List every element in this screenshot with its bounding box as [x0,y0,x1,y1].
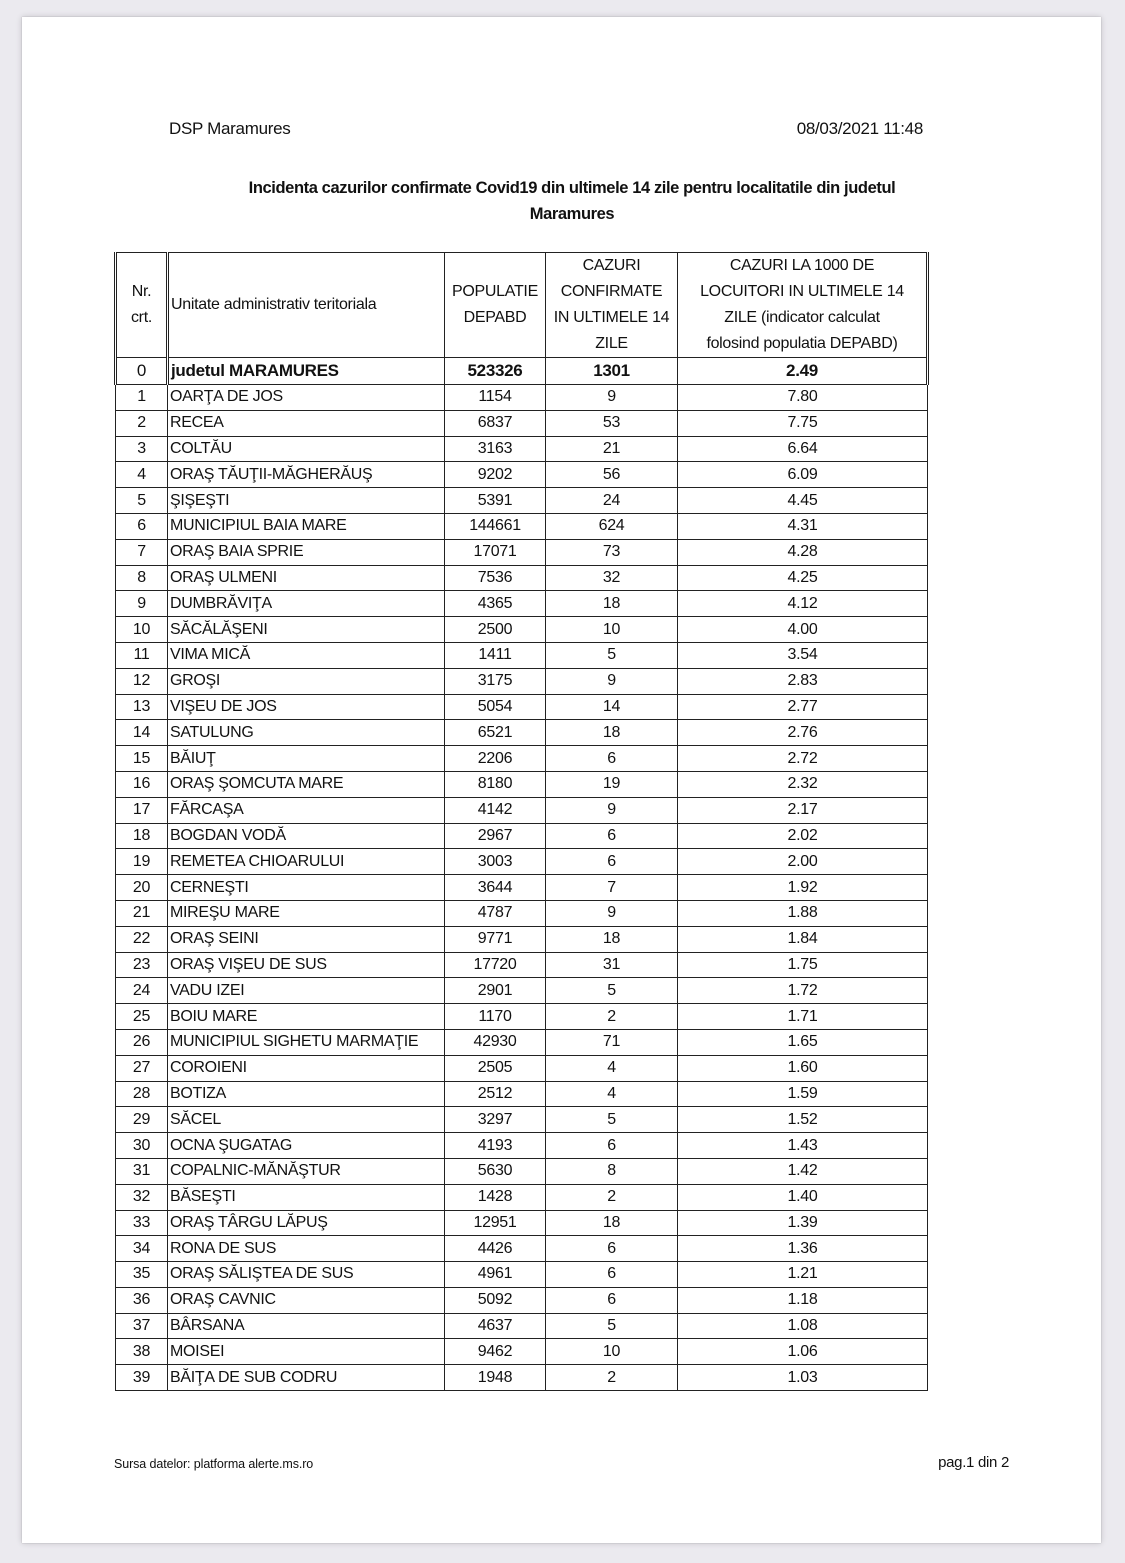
row-nr: 27 [116,1055,168,1081]
row-unit: ŞIŞEŞTI [168,488,445,514]
row-cases: 9 [546,668,678,694]
table-row [116,513,928,539]
row-population: 144661 [445,513,546,539]
row-population: 6521 [445,720,546,746]
table-row [116,1313,928,1339]
row-unit: VIMA MICĂ [168,642,445,668]
row-cases: 19 [546,771,678,797]
title-line-1: Incidenta cazurilor confirmate Covid19 din ultimele 14 zile pentru localitatile din judetul [248,179,896,197]
row-nr: 21 [116,900,168,926]
row-nr: 35 [116,1262,168,1288]
table-row [116,746,928,772]
table-row [116,1133,928,1159]
row-rate: 1.40 [678,1184,928,1210]
row-nr: 3 [116,436,168,462]
table-row [116,900,928,926]
row-population: 1948 [445,1365,546,1391]
row-unit: BĂIUŢ [168,746,445,772]
col-header-population [445,253,546,358]
row-population: 1170 [445,1004,546,1030]
row-cases: 9 [546,900,678,926]
row-rate: 4.31 [678,513,928,539]
row-cases: 6 [546,1133,678,1159]
row-unit: MOISEI [168,1339,445,1365]
table-row [116,797,928,823]
table-row [116,1004,928,1030]
row-population: 2500 [445,617,546,643]
row-nr: 19 [116,849,168,875]
row-rate: 2.77 [678,694,928,720]
col-header-cases-line: IN ULTIMELE 14 [553,309,670,326]
table-row [116,565,928,591]
row-nr: 12 [116,668,168,694]
row-nr: 23 [116,952,168,978]
row-nr: 38 [116,1339,168,1365]
row-cases: 18 [546,591,678,617]
row-cases: 5 [546,642,678,668]
row-nr: 20 [116,875,168,901]
organization-name: DSP Maramures [169,119,291,138]
col-header-population-line: DEPABD [463,309,527,326]
row-population: 17720 [445,952,546,978]
table-row [116,410,928,436]
row-unit: RECEA [168,410,445,436]
row-nr: 32 [116,1184,168,1210]
row-unit: RONA DE SUS [168,1236,445,1262]
table-row [116,1029,928,1055]
row-nr: 22 [116,926,168,952]
row-cases: 14 [546,694,678,720]
row-population: 4365 [445,591,546,617]
row-unit: MUNICIPIUL BAIA MARE [168,513,445,539]
data-source-note: Sursa datelor: platforma alerte.ms.ro [114,1457,314,1471]
table-row [116,462,928,488]
row-unit: ORAŞ SEINI [168,926,445,952]
col-header-rate-line: ZILE (indicator calculat [724,309,880,326]
row-population: 4961 [445,1262,546,1288]
row-rate: 7.80 [678,385,928,411]
row-unit: ORAŞ TÂRGU LĂPUŞ [168,1210,445,1236]
col-header-unit: Unitate administrativ teritoriala [168,253,445,358]
row-cases: 9 [546,797,678,823]
row-cases: 73 [546,539,678,565]
row-unit: REMETEA CHIOARULUI [168,849,445,875]
row-unit: SĂCEL [168,1107,445,1133]
row-cases: 56 [546,462,678,488]
row-rate: 1.84 [678,926,928,952]
row-nr: 9 [116,591,168,617]
table-row [116,385,928,411]
row-cases: 6 [546,1287,678,1313]
row-population: 4142 [445,797,546,823]
row-cases: 10 [546,1339,678,1365]
row-cases: 71 [546,1029,678,1055]
row-nr: 18 [116,823,168,849]
row-population: 9462 [445,1339,546,1365]
table-row [116,849,928,875]
row-rate: 2.17 [678,797,928,823]
row-population: 3163 [445,436,546,462]
col-header-nr-line: Nr. [131,283,152,300]
row-population: 1154 [445,385,546,411]
row-rate: 2.02 [678,823,928,849]
row-cases: 10 [546,617,678,643]
table-row [116,436,928,462]
row-unit: ORAŞ VIŞEU DE SUS [168,952,445,978]
incidence-table [114,252,929,1391]
row-population: 6837 [445,410,546,436]
table-row [116,720,928,746]
row-nr: 24 [116,978,168,1004]
row-rate: 1.08 [678,1313,928,1339]
table-row [116,642,928,668]
row-rate: 3.54 [678,642,928,668]
row-nr: 34 [116,1236,168,1262]
row-cases: 4 [546,1081,678,1107]
row-unit: ORAŞ BAIA SPRIE [168,539,445,565]
row-nr: 28 [116,1081,168,1107]
col-header-nr-line: crt. [130,309,153,326]
row-rate: 1.03 [678,1365,928,1391]
row-cases: 6 [546,746,678,772]
row-rate: 2.83 [678,668,928,694]
row-nr: 17 [116,797,168,823]
row-population: 1411 [445,642,546,668]
row-rate: 1.71 [678,1004,928,1030]
table-row [116,1081,928,1107]
row-rate: 1.92 [678,875,928,901]
row-rate: 1.06 [678,1339,928,1365]
row-nr: 10 [116,617,168,643]
row-nr: 26 [116,1029,168,1055]
table-row [116,539,928,565]
row-rate: 1.65 [678,1029,928,1055]
row-unit: OCNA ŞUGATAG [168,1133,445,1159]
row-unit: COROIENI [168,1055,445,1081]
row-population: 1428 [445,1184,546,1210]
row-nr: 6 [116,513,168,539]
col-header-cases-line: CONFIRMATE [560,283,663,300]
table-row [116,1184,928,1210]
row-cases: 18 [546,926,678,952]
row-unit: BĂSEŞTI [168,1184,445,1210]
row-unit: SATULUNG [168,720,445,746]
row-nr: 14 [116,720,168,746]
row-population: 42930 [445,1029,546,1055]
title-line-2: Maramures [529,205,615,223]
table-row [116,1107,928,1133]
table-row [116,978,928,1004]
table-row [116,1365,928,1391]
col-header-nr [116,253,168,358]
row-population: 5630 [445,1158,546,1184]
row-cases: 6 [546,1236,678,1262]
row-rate: 1.36 [678,1236,928,1262]
row-population: 12951 [445,1210,546,1236]
row-cases: 18 [546,720,678,746]
row-rate: 1.43 [678,1133,928,1159]
row-rate: 1.60 [678,1055,928,1081]
total-nr: 0 [116,358,168,385]
table-row [116,617,928,643]
row-unit: MIREŞU MARE [168,900,445,926]
row-population: 4426 [445,1236,546,1262]
row-rate: 7.75 [678,410,928,436]
row-unit: SĂCĂLĂŞENI [168,617,445,643]
row-cases: 624 [546,513,678,539]
row-rate: 6.09 [678,462,928,488]
row-rate: 1.75 [678,952,928,978]
row-rate: 1.18 [678,1287,928,1313]
col-header-cases-line: CAZURI [582,257,641,274]
row-cases: 8 [546,1158,678,1184]
total-row [116,358,928,385]
row-unit: VIŞEU DE JOS [168,694,445,720]
row-unit: CERNEŞTI [168,875,445,901]
document-page [22,17,1101,1543]
row-cases: 6 [546,849,678,875]
row-rate: 1.21 [678,1262,928,1288]
row-cases: 7 [546,875,678,901]
row-population: 2901 [445,978,546,1004]
table-row [116,668,928,694]
row-nr: 1 [116,385,168,411]
row-population: 3644 [445,875,546,901]
row-cases: 2 [546,1365,678,1391]
row-unit: ORAŞ SĂLIŞTEA DE SUS [168,1262,445,1288]
row-rate: 6.64 [678,436,928,462]
row-cases: 53 [546,410,678,436]
row-population: 4193 [445,1133,546,1159]
row-cases: 31 [546,952,678,978]
row-cases: 18 [546,1210,678,1236]
row-unit: ORAŞ TĂUŢII-MĂGHERĂUŞ [168,462,445,488]
row-population: 9771 [445,926,546,952]
row-cases: 6 [546,1262,678,1288]
table-header-row [116,253,928,358]
col-header-rate-line: folosind populatia DEPABD) [706,335,898,352]
table-row [116,952,928,978]
row-cases: 2 [546,1184,678,1210]
row-rate: 4.45 [678,488,928,514]
row-nr: 36 [116,1287,168,1313]
row-unit: MUNICIPIUL SIGHETU MARMAŢIE [168,1029,445,1055]
row-rate: 1.59 [678,1081,928,1107]
table-row [116,694,928,720]
row-unit: GROŞI [168,668,445,694]
row-rate: 1.39 [678,1210,928,1236]
row-nr: 37 [116,1313,168,1339]
report-datetime: 08/03/2021 11:48 [796,119,923,138]
table-row [116,1287,928,1313]
row-unit: OARŢA DE JOS [168,385,445,411]
row-nr: 33 [116,1210,168,1236]
row-population: 4787 [445,900,546,926]
row-cases: 9 [546,385,678,411]
row-nr: 31 [116,1158,168,1184]
row-unit: BĂIŢA DE SUB CODRU [168,1365,445,1391]
row-nr: 39 [116,1365,168,1391]
row-unit: COLTĂU [168,436,445,462]
row-cases: 6 [546,823,678,849]
row-population: 5054 [445,694,546,720]
row-rate: 4.00 [678,617,928,643]
row-rate: 2.76 [678,720,928,746]
row-nr: 29 [116,1107,168,1133]
row-population: 9202 [445,462,546,488]
row-unit: DUMBRĂVIŢA [168,591,445,617]
row-rate: 1.42 [678,1158,928,1184]
table-row [116,488,928,514]
row-cases: 4 [546,1055,678,1081]
row-unit: ORAŞ CAVNIC [168,1287,445,1313]
row-unit: COPALNIC-MĂNĂŞTUR [168,1158,445,1184]
page-number: pag.1 din 2 [938,1454,1009,1471]
total-rate: 2.49 [678,358,928,385]
col-header-rate-line: LOCUITORI IN ULTIMELE 14 [700,283,904,300]
row-rate: 2.32 [678,771,928,797]
row-population: 2512 [445,1081,546,1107]
table-body [116,385,928,1391]
row-rate: 1.52 [678,1107,928,1133]
row-population: 3175 [445,668,546,694]
table-row [116,1262,928,1288]
total-unit: judetul MARAMURES [168,358,445,385]
row-rate: 4.25 [678,565,928,591]
table-row [116,875,928,901]
row-population: 5391 [445,488,546,514]
total-population: 523326 [445,358,546,385]
row-population: 3297 [445,1107,546,1133]
total-cases: 1301 [546,358,678,385]
col-header-cases-line: ZILE [595,335,628,352]
table-row [116,926,928,952]
row-nr: 5 [116,488,168,514]
row-population: 7536 [445,565,546,591]
row-unit: ORAŞ ŞOMCUTA MARE [168,771,445,797]
table-row [116,1055,928,1081]
row-unit: VADU IZEI [168,978,445,1004]
row-population: 3003 [445,849,546,875]
row-nr: 7 [116,539,168,565]
row-population: 17071 [445,539,546,565]
row-nr: 25 [116,1004,168,1030]
row-population: 4637 [445,1313,546,1339]
row-unit: BOTIZA [168,1081,445,1107]
row-unit: BÂRSANA [168,1313,445,1339]
row-cases: 5 [546,978,678,1004]
col-header-population-line: POPULATIE [452,283,538,300]
row-rate: 2.72 [678,746,928,772]
row-nr: 11 [116,642,168,668]
page-title [122,175,1022,227]
row-nr: 16 [116,771,168,797]
row-population: 2967 [445,823,546,849]
row-cases: 2 [546,1004,678,1030]
col-header-rate-line: CAZURI LA 1000 DE [729,257,875,274]
row-population: 8180 [445,771,546,797]
row-cases: 5 [546,1313,678,1339]
table-row [116,1236,928,1262]
row-nr: 30 [116,1133,168,1159]
row-rate: 2.00 [678,849,928,875]
row-population: 2206 [445,746,546,772]
table-row [116,1158,928,1184]
row-nr: 4 [116,462,168,488]
row-rate: 4.28 [678,539,928,565]
row-cases: 5 [546,1107,678,1133]
row-rate: 1.72 [678,978,928,1004]
table-row [116,1339,928,1365]
row-unit: BOIU MARE [168,1004,445,1030]
row-rate: 4.12 [678,591,928,617]
row-population: 2505 [445,1055,546,1081]
table-row [116,823,928,849]
row-unit: ORAŞ ULMENI [168,565,445,591]
row-nr: 15 [116,746,168,772]
row-nr: 2 [116,410,168,436]
table-row [116,771,928,797]
row-nr: 13 [116,694,168,720]
row-nr: 8 [116,565,168,591]
row-cases: 32 [546,565,678,591]
row-unit: BOGDAN VODĂ [168,823,445,849]
table-row [116,591,928,617]
row-population: 5092 [445,1287,546,1313]
col-header-rate [678,253,928,358]
row-unit: FĂRCAŞA [168,797,445,823]
row-cases: 21 [546,436,678,462]
row-rate: 1.88 [678,900,928,926]
row-cases: 24 [546,488,678,514]
col-header-cases [546,253,678,358]
table-row [116,1210,928,1236]
